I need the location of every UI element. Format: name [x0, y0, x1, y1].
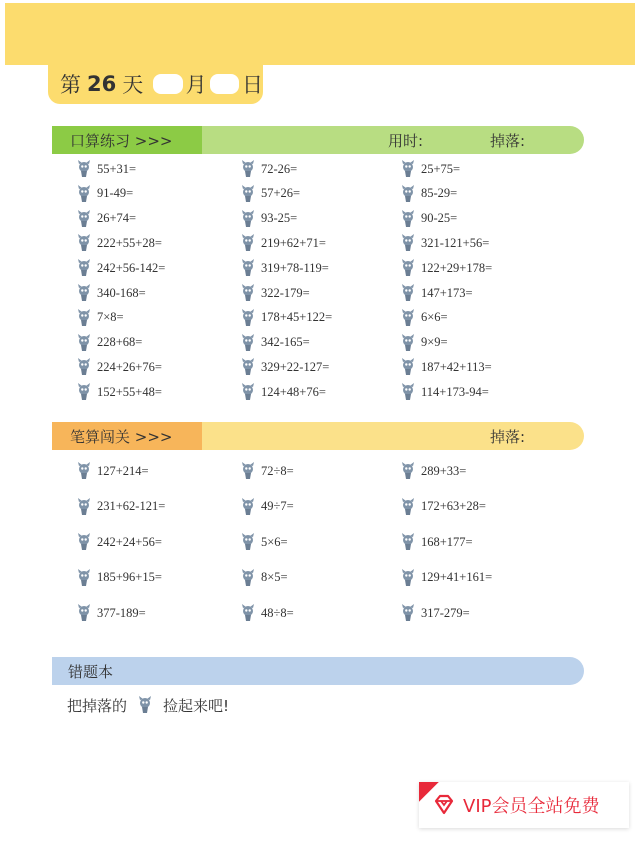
problem-text: 127+214= — [97, 463, 149, 478]
problem-item — [76, 532, 162, 552]
problem-text: 25+75= — [421, 161, 461, 176]
mascot-icon — [76, 185, 92, 203]
mascot-icon — [240, 569, 256, 587]
problem-item — [76, 357, 162, 377]
problem-item — [400, 308, 448, 328]
mistakes-instruction — [67, 694, 229, 716]
problem-item — [240, 382, 326, 402]
vip-watermark — [419, 782, 629, 828]
mascot-icon — [240, 533, 256, 551]
date-label: 日 — [241, 73, 263, 97]
problem-text: 49÷7= — [261, 499, 294, 513]
problem-text: 48÷8= — [261, 605, 294, 620]
problem-text: 124+48+76= — [261, 384, 326, 399]
mascot-icon — [137, 696, 153, 714]
problem-text: 322-179= — [261, 285, 310, 300]
problem-text: 185+96+15= — [97, 570, 162, 584]
problem-text: 329+22-127= — [261, 359, 330, 374]
day-number: 26 — [87, 72, 117, 96]
problem-item — [240, 283, 310, 303]
problem-text: 93-25= — [261, 211, 298, 226]
mascot-icon — [240, 234, 256, 252]
mascot-icon — [76, 210, 92, 228]
mascot-icon — [240, 160, 256, 178]
problem-text: 377-189= — [97, 605, 146, 620]
day-header — [48, 64, 263, 104]
dropped-label-2: 掉落: — [490, 427, 526, 446]
mascot-icon — [400, 160, 416, 178]
mascot-icon — [400, 358, 416, 376]
month-label: 月 — [185, 73, 207, 97]
problem-item — [240, 461, 294, 481]
mascot-icon — [76, 284, 92, 302]
section-mistakes-title: 错题本 — [68, 662, 114, 681]
mascot-icon — [76, 569, 92, 587]
problem-item — [76, 258, 165, 278]
problem-text: 85-29= — [421, 186, 458, 201]
problem-item — [400, 461, 466, 481]
problem-text: 317-279= — [421, 605, 470, 620]
mascot-icon — [400, 533, 416, 551]
problem-text: 321-121+56= — [421, 235, 490, 250]
problem-text: 289+33= — [421, 463, 467, 478]
section-oral-calc-title: 口算练习 >>> — [52, 126, 202, 154]
mascot-icon — [400, 383, 416, 401]
mascot-icon — [400, 569, 416, 587]
problem-item — [240, 497, 294, 517]
dropped-label: 掉落: — [490, 131, 526, 150]
mascot-icon — [400, 185, 416, 203]
mascot-icon — [76, 234, 92, 252]
problem-text: 55+31= — [97, 161, 137, 176]
mascot-icon — [76, 334, 92, 352]
problem-text: 242+24+56= — [97, 534, 162, 549]
mascot-icon — [76, 604, 92, 622]
problem-item — [400, 357, 492, 377]
problem-item — [76, 603, 146, 623]
problem-text: 91-49= — [97, 186, 134, 201]
problem-item — [240, 333, 310, 353]
diamond-icon — [431, 792, 457, 818]
problem-item — [76, 308, 124, 328]
problem-item — [400, 568, 492, 588]
problem-text: 222+55+28= — [97, 235, 162, 250]
problem-item — [240, 209, 297, 229]
problem-text: 231+62-121= — [97, 499, 166, 513]
day-prefix: 第 — [60, 73, 81, 97]
problem-text: 5×6= — [261, 534, 288, 549]
problem-item — [76, 233, 162, 253]
mascot-icon — [400, 284, 416, 302]
mascot-icon — [240, 358, 256, 376]
mascot-icon — [76, 498, 92, 516]
problem-item — [400, 283, 473, 303]
problem-text: 90-25= — [421, 211, 458, 226]
problem-text: 342-165= — [261, 335, 310, 350]
problem-item — [400, 333, 448, 353]
problem-item — [400, 603, 470, 623]
problem-item — [240, 159, 297, 179]
problem-text: 72-26= — [261, 161, 298, 176]
problem-item — [400, 497, 486, 517]
instruction-text-before: 把掉落的 — [67, 696, 128, 715]
problem-item — [76, 209, 136, 229]
month-blank[interactable] — [153, 74, 182, 94]
problem-text: 242+56-142= — [97, 260, 166, 275]
problem-text: 26+74= — [97, 211, 137, 226]
mascot-icon — [240, 334, 256, 352]
time-label: 用时: — [388, 131, 424, 150]
problem-text: 57+26= — [261, 186, 301, 201]
mascot-icon — [240, 462, 256, 480]
vip-text: VIP会员全站免费 — [463, 796, 600, 817]
problem-text: 7×8= — [97, 310, 124, 325]
problem-item — [400, 532, 473, 552]
problem-item — [76, 497, 165, 517]
mascot-icon — [76, 358, 92, 376]
mascot-icon — [76, 309, 92, 327]
date-blank[interactable] — [210, 74, 239, 94]
mascot-icon — [400, 604, 416, 622]
mascot-icon — [240, 284, 256, 302]
problem-item — [400, 233, 489, 253]
problem-text: 319+78-119= — [261, 260, 329, 275]
problem-text: 178+45+122= — [261, 310, 333, 325]
problem-item — [76, 382, 162, 402]
problem-text: 72÷8= — [261, 463, 294, 478]
mascot-icon — [240, 498, 256, 516]
problem-text: 219+62+71= — [261, 235, 326, 250]
mascot-icon — [240, 604, 256, 622]
problem-text: 224+26+76= — [97, 359, 162, 374]
day-suffix: 天 — [122, 73, 144, 97]
problem-item — [240, 603, 294, 623]
section-oral-calc-bar — [52, 126, 584, 154]
problem-item — [240, 184, 300, 204]
problem-text: 6×6= — [421, 310, 448, 325]
section-written-calc-bar — [52, 422, 584, 450]
problem-item — [240, 357, 329, 377]
mascot-icon — [400, 462, 416, 480]
section-mistakes-bar — [52, 657, 584, 685]
mascot-icon — [400, 498, 416, 516]
mascot-icon — [400, 234, 416, 252]
problem-item — [400, 209, 457, 229]
mascot-icon — [400, 210, 416, 228]
instruction-text-after: 捡起来吧! — [163, 696, 230, 715]
problem-item — [240, 532, 288, 552]
problem-text: 340-168= — [97, 285, 146, 300]
mascot-icon — [240, 210, 256, 228]
problem-item — [400, 258, 492, 278]
mascot-icon — [400, 334, 416, 352]
problem-item — [400, 159, 460, 179]
problem-item — [76, 159, 136, 179]
mascot-icon — [76, 383, 92, 401]
mascot-icon — [240, 259, 256, 277]
problem-item — [240, 308, 332, 328]
problem-item — [76, 568, 162, 588]
problem-text: 152+55+48= — [97, 384, 162, 399]
mascot-icon — [400, 309, 416, 327]
problem-text: 187+42+113= — [421, 359, 492, 374]
problem-item — [76, 333, 142, 353]
problem-item — [76, 283, 146, 303]
problem-item — [76, 184, 133, 204]
problem-text: 114+173-94= — [421, 384, 489, 399]
top-banner — [5, 3, 635, 65]
problem-text: 8×5= — [261, 570, 288, 584]
problem-text: 168+177= — [421, 534, 473, 549]
problem-text: 9×9= — [421, 335, 448, 350]
problem-item — [400, 382, 489, 402]
mascot-icon — [76, 160, 92, 178]
mascot-icon — [76, 533, 92, 551]
mascot-icon — [76, 259, 92, 277]
mascot-icon — [240, 185, 256, 203]
mascot-icon — [240, 383, 256, 401]
problem-text: 147+173= — [421, 285, 473, 300]
mascot-icon — [240, 309, 256, 327]
problem-item — [240, 258, 329, 278]
problem-item — [240, 233, 326, 253]
problem-item — [76, 461, 149, 481]
problem-text: 228+68= — [97, 335, 143, 350]
section-written-calc-title: 笔算闯关 >>> — [52, 422, 202, 450]
problem-text: 129+41+161= — [421, 570, 493, 584]
problem-item — [400, 184, 457, 204]
problem-text: 122+29+178= — [421, 260, 493, 275]
mascot-icon — [76, 462, 92, 480]
mascot-icon — [400, 259, 416, 277]
problem-item — [240, 568, 288, 588]
problem-text: 172+63+28= — [421, 499, 486, 513]
